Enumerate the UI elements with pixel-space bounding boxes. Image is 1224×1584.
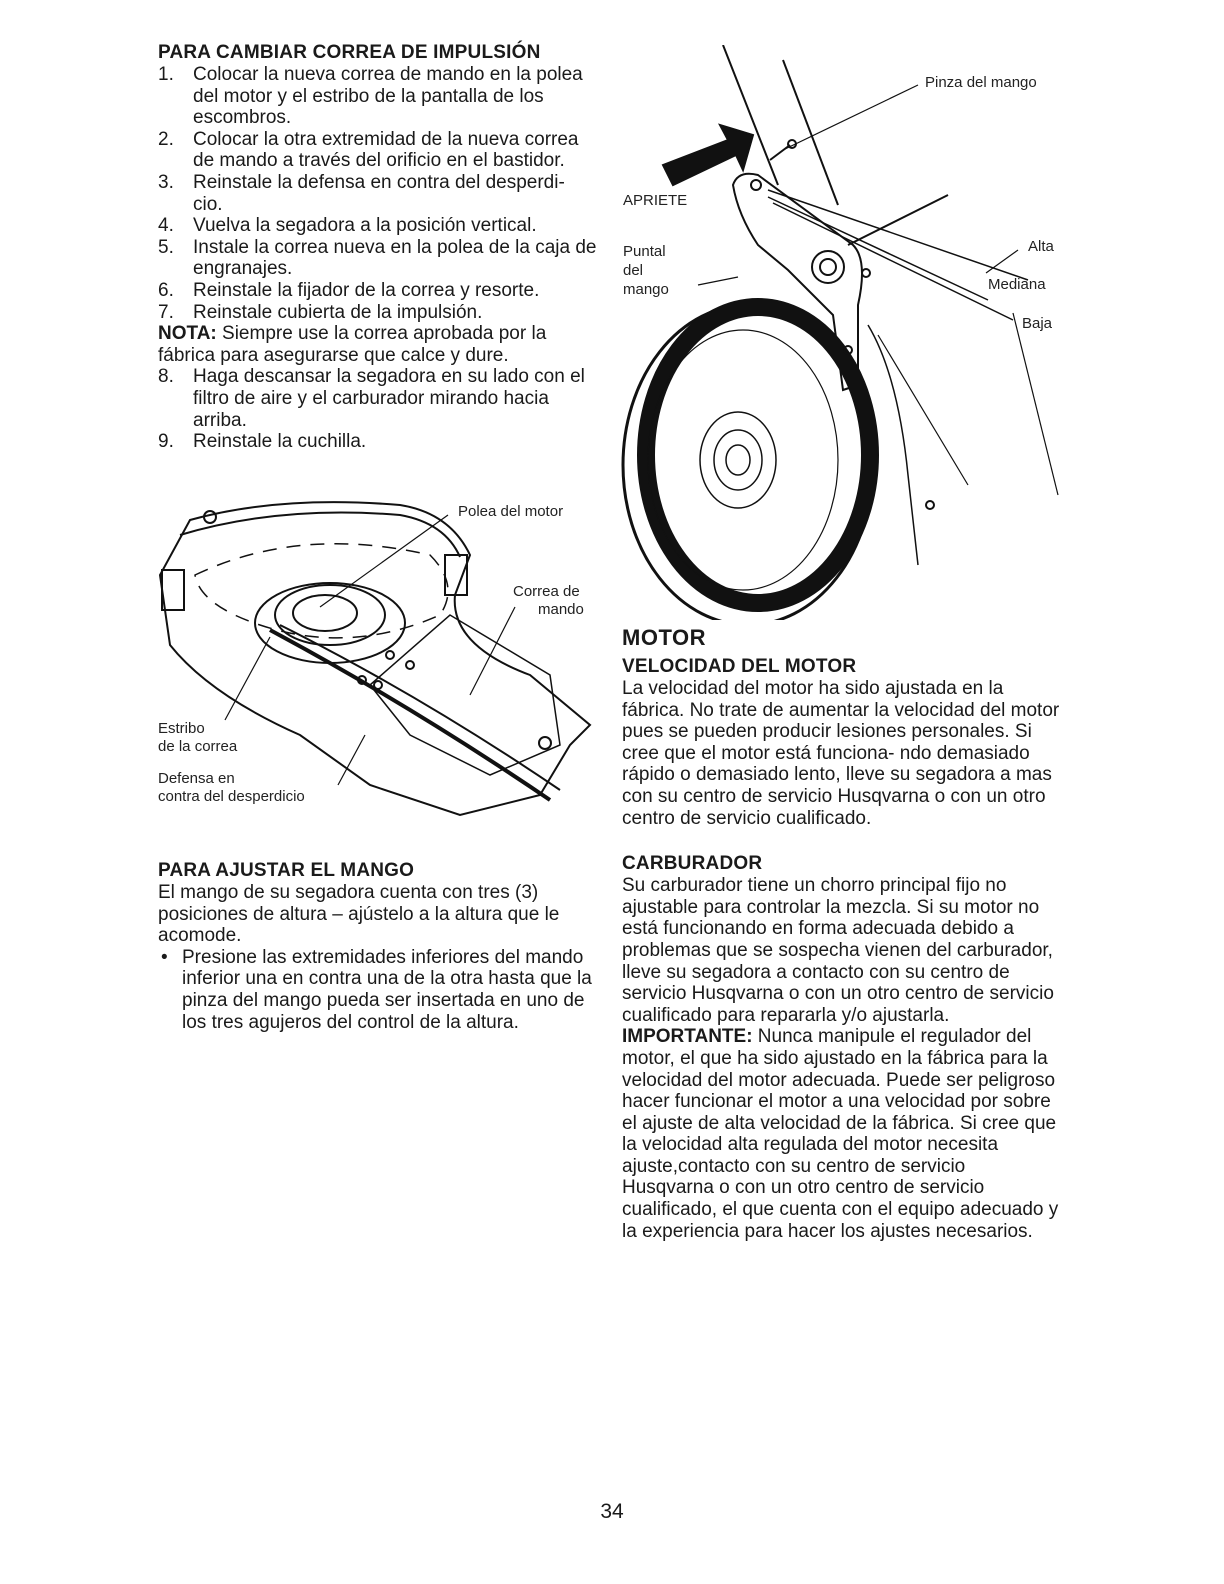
- belt-step: [158, 431, 598, 453]
- belt-step: [158, 302, 598, 324]
- belt-steps-2: [158, 366, 598, 452]
- label-apriete: APRIETE: [623, 192, 688, 209]
- step-text: Vuelva la segadora a la posición vertical.: [193, 215, 537, 237]
- handle-intro: El mango de su segadora cuenta con tres (3) posiciones de altura – ajústelo a la altura que le acomode.: [158, 882, 560, 947]
- step-number: 3.: [158, 171, 174, 193]
- label-baja: Baja: [1022, 315, 1053, 332]
- belt-step: [158, 129, 598, 172]
- belt-step: [158, 215, 598, 237]
- label-correa-1: Correa de: [513, 583, 580, 600]
- label-pinza: Pinza del mango: [925, 74, 1037, 91]
- label-puntal-2: del: [623, 262, 644, 279]
- step-number: 6.: [158, 279, 174, 301]
- belt-step: [158, 172, 598, 215]
- label-mediana: Mediana: [988, 276, 1046, 293]
- step-text: Colocar la nueva correa de mando en la polea del motor y el estribo de la pantalla de los escombros.: [193, 64, 583, 129]
- bullet-text: Presione las extremidades inferiores del mando inferior una en contra una de la otra hasta que la pinza del mango pueda ser insertada en uno de los tres agujeros del control de la altura.: [182, 946, 592, 1033]
- step-number: 5.: [158, 236, 174, 258]
- important-note: [622, 1026, 1062, 1242]
- label-estribo-1: Estribo: [158, 720, 205, 737]
- step-text: Reinstale la fijador de la correa y resorte.: [193, 279, 540, 301]
- label-polea: Polea del motor: [458, 503, 564, 520]
- note-text: Siempre use la correa aprobada por la fábrica para asegurarse que calce y dure.: [158, 323, 547, 366]
- carb-heading: CARBURADOR: [622, 853, 763, 875]
- speed-text: La velocidad del motor ha sido ajustada en la fábrica. No trate de aumentar la velocidad del motor pues se pueden producir lesiones personales. Si cree que el motor está funciona- ndo demasiado rápido o demasiado lento, lleve su segadora a mas con su centro de servicio Husqvarna o con un otro centro de servicio cualificado.: [622, 678, 1060, 829]
- important-text: Nunca manipule el regulador del motor, el que ha sido ajustado en la fábrica para la velocidad del motor adecuada. Puede ser peligroso hacer funcionar el motor a una velocidad por sobre el ajuste de alta velocidad de la fábrica. Si cree que la velocidad alta regulada del motor necesita ajuste,contacto con su centro de servicio Husqvarna o con un otro centro de servicio cualificado, el que cuenta con el equipo adecuado y la experiencia para hacer los ajustes necesarios.: [622, 1026, 1059, 1242]
- belt-step: [158, 237, 598, 280]
- important-label: IMPORTANTE:: [622, 1026, 753, 1048]
- speed-heading: VELOCIDAD DEL MOTOR: [622, 656, 857, 677]
- wheel-diagram: [618, 45, 1068, 620]
- step-text: Colocar la otra extremidad de la nueva correa de mando a través del orificio en el bastidor.: [193, 128, 579, 172]
- step-number: 1.: [158, 64, 174, 85]
- step-text: Reinstale la cuchilla.: [193, 431, 367, 453]
- step-number: 8.: [158, 366, 174, 388]
- label-puntal-1: Puntal: [623, 243, 666, 260]
- motor-section: [622, 626, 1062, 1242]
- belt-steps: [158, 64, 598, 323]
- step-number: 9.: [158, 431, 174, 453]
- belt-step: [158, 64, 598, 129]
- step-number: 7.: [158, 301, 174, 323]
- step-number: 2.: [158, 128, 174, 150]
- belt-step: [158, 280, 598, 302]
- carb-text: Su carburador tiene un chorro principal fijo no ajustable para controlar la mezcla. Si su motor no está funcionando en forma adecuada debido a problemas que se sospecha vienen del carburador, lleve su segadora a contacto con su centro de servicio Husqvarna o con un otro centro de servicio cualificado para repararla y/o ajustarla.: [622, 875, 1054, 1026]
- label-puntal-3: mango: [623, 281, 669, 298]
- label-defensa-2: contra del desperdicio: [158, 788, 305, 805]
- handle-bullet: [158, 947, 598, 1033]
- step-number: 4.: [158, 215, 174, 237]
- step-text: Instale la correa nueva en la polea de la caja de engranajes.: [193, 236, 597, 280]
- step-text: Reinstale la defensa en contra del desperdi- cio.: [193, 171, 565, 215]
- handle-section: [158, 860, 598, 1033]
- belt-heading: PARA CAMBIAR CORREA DE IMPULSIÓN: [158, 42, 541, 63]
- step-text: Haga descansar la segadora en su lado con el filtro de aire y el carburador mirando hacia arriba.: [193, 366, 585, 431]
- belt-section: [158, 42, 598, 453]
- step-text: Reinstale cubierta de la impulsión.: [193, 301, 483, 323]
- motor-heading: MOTOR: [622, 625, 706, 650]
- page-number: 34: [600, 1500, 624, 1523]
- label-defensa-1: Defensa en: [158, 770, 235, 787]
- belt-step: [158, 366, 598, 431]
- label-correa-2: mando: [538, 601, 584, 618]
- bullet-marker: •: [161, 946, 168, 968]
- label-alta: Alta: [1028, 238, 1054, 255]
- belt-note: [158, 323, 598, 366]
- note-label: NOTA:: [158, 323, 217, 345]
- label-estribo-2: de la correa: [158, 738, 238, 755]
- handle-heading: PARA AJUSTAR EL MANGO: [158, 860, 415, 881]
